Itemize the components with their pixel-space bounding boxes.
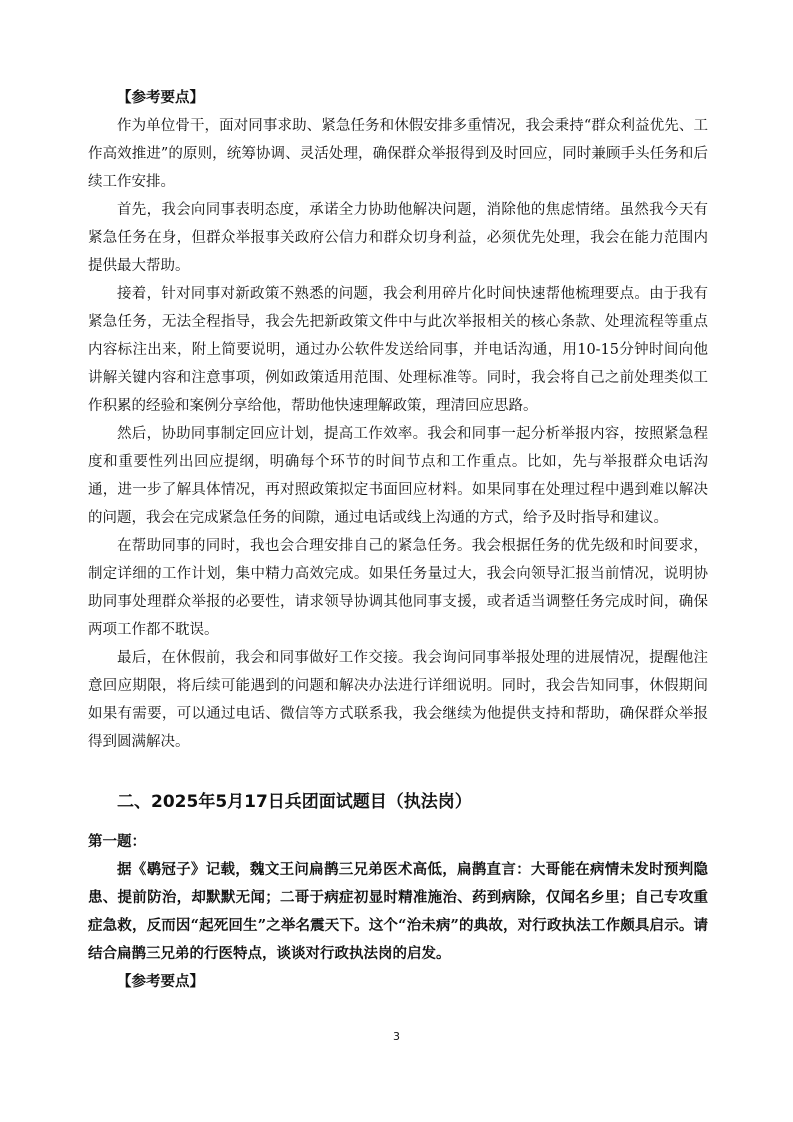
answer-paragraph-3: 接着，针对同事对新政策不熟悉的问题，我会利用碎片化时间快速帮他梳理要点。由于我有紧急任务，无法全程指导，我会先把新政策文件中与此次举报相关的核心条款、处理流程等重点内容标注出来，附上简要说明，通过办公软件发送给同事，并电话沟通，用10-15分钟时间向他讲解关键内容和注意事项，例如政策适用范围、处理标准等。同时，我会将自己之前处理类似工作积累的经验和案例分享给他，帮助他快速理解政策，理清回应思路。 [88,286,708,414]
question-text: 据《鹖冠子》记载，魏文王问扁鹊三兄弟医术高低，扁鹊直言：大哥能在病情未发时预判隐患、提前防治，却默默无闻；二哥于病症初显时精准施治、药到病除，仅闻名乡里；自己专攻重症急救，反而因“起死回生”之举名震天下。这个“治未病”的典故，对行政执法工作颇具启示。请结合扁鹊三兄弟的行医特点，谈谈对行政执法岗的启发。 [88,861,708,962]
answer-paragraph-1: 作为单位骨干，面对同事求助、紧急任务和休假安排多重情况，我会秉持“群众利益优先、工作高效推进”的原则，统筹协调、灵活处理，确保群众举报得到及时回应，同时兼顾手头任务和后续工作安排。 [88,118,708,190]
answer-paragraph-4: 然后，协助同事制定回应计划，提高工作效率。我会和同事一起分析举报内容，按照紧急程度和重要性列出回应提纲，明确每个环节的时间节点和工作重点。比如，先与举报群众电话沟通，进一步了解具体情况，再对照政策拟定书面回应材料。如果同事在处理过程中遇到难以解决的问题，我会在完成紧急任务的间隙，通过电话或线上沟通的方式，给予及时指导和建议。 [88,426,708,526]
question-label: 第一题： [88,833,146,850]
answer-paragraph-6: 最后，在休假前，我会和同事做好工作交接。我会询问同事举报处理的进展情况，提醒他注意回应期限，将后续可能遇到的问题和解决办法进行详细说明。同时，我会告知同事，休假期间如果有需要，可以通过电话、微信等方式联系我，我会继续为他提供支持和帮助，确保群众举报得到圆满解决。 [88,650,708,750]
reference-points-label: 【参考要点】 [117,89,204,106]
answer-paragraph-2: 首先，我会向同事表明态度，承诺全力协助他解决问题，消除他的焦虑情绪。虽然我今天有紧急任务在身，但群众举报事关政府公信力和群众切身利益，必须优先处理，我会在能力范围内提供最大帮助。 [88,202,708,274]
page-number: 3 [393,1030,400,1043]
answer-paragraph-5: 在帮助同事的同时，我也会合理安排自己的紧急任务。我会根据任务的优先级和时间要求，制定详细的工作计划，集中精力高效完成。如果任务量过大，我会向领导汇报当前情况，说明协助同事处理群众举报的必要性，请求领导协调其他同事支援，或者适当调整任务完成时间，确保两项工作都不耽误。 [88,538,708,638]
reference-points-label-2: 【参考要点】 [117,973,204,990]
page-content [88,84,708,996]
section-heading: 二、2025年5月17日兵团面试题目（执法岗） [117,792,472,812]
